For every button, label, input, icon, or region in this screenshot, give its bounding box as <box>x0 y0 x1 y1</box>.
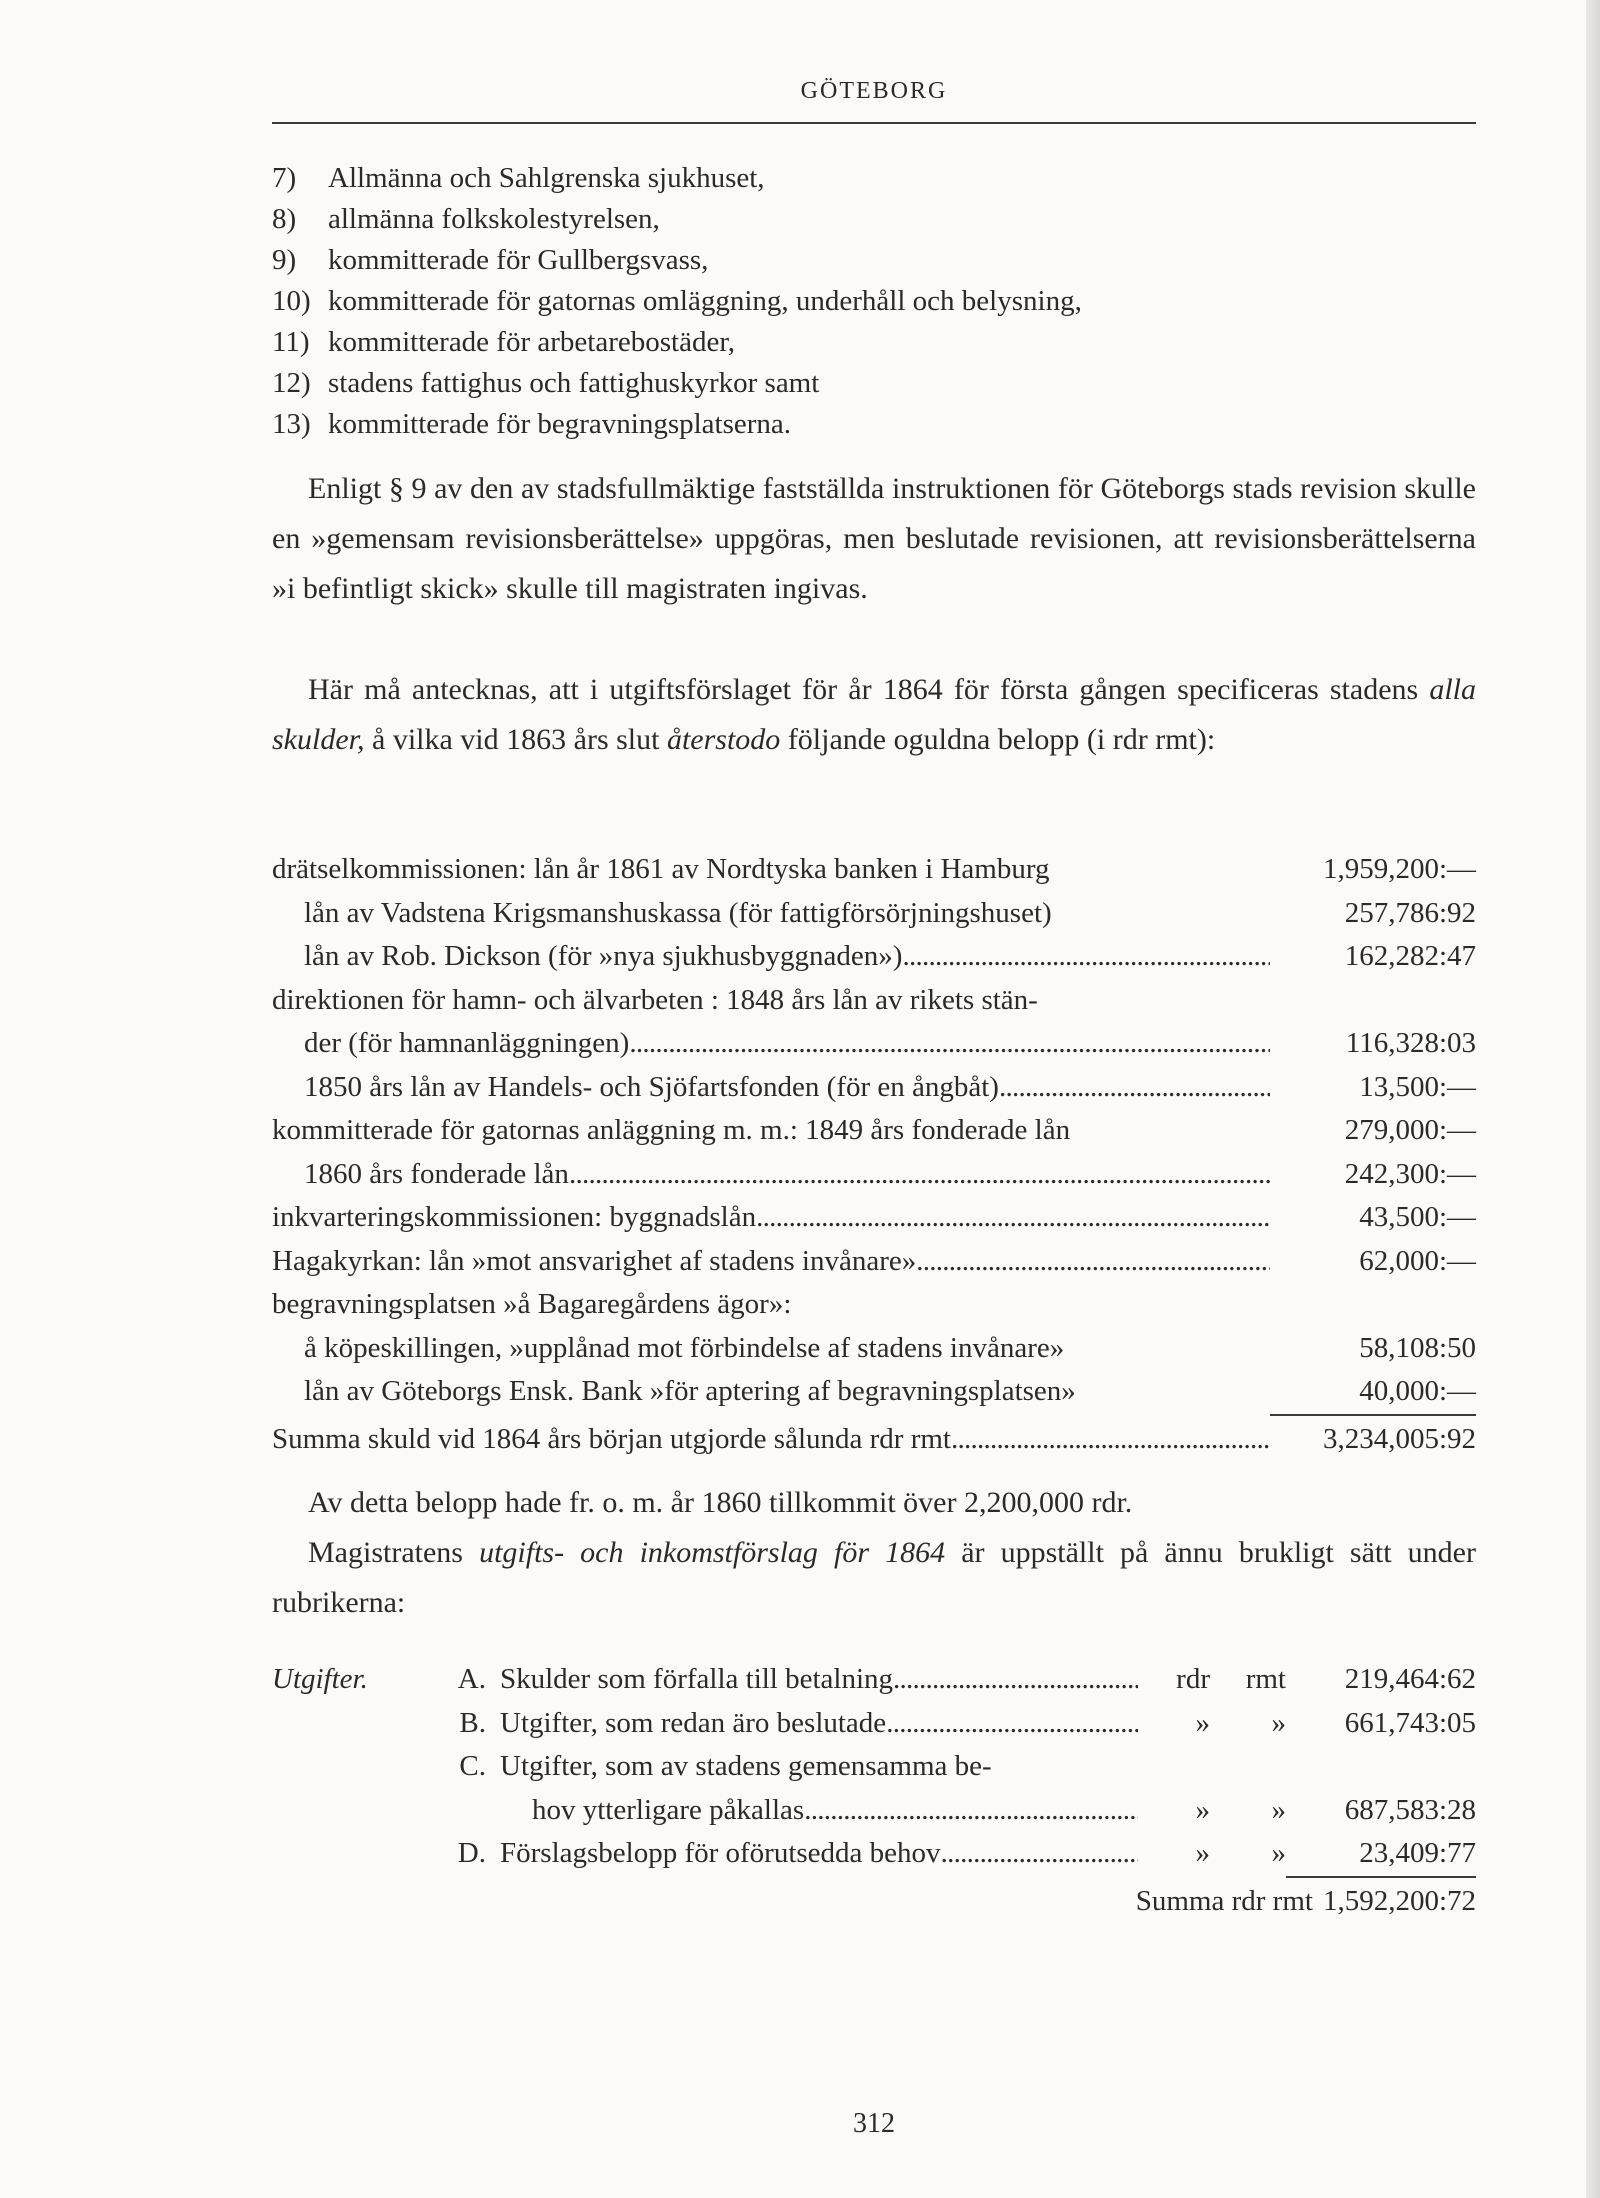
budget-table <box>272 1658 1476 1923</box>
list-text: Allmänna och Sahlgrenska sjukhuset, <box>328 162 765 194</box>
paragraph-emphasis: utgifts- och inkomstförslag för 1864 <box>479 1536 946 1569</box>
debt-row <box>272 1066 1476 1110</box>
debt-row <box>272 935 1476 979</box>
debt-amount: 242,300:— <box>1344 1157 1476 1190</box>
header-rule <box>272 122 1476 124</box>
debt-label: drätselkommissionen: lån år 1861 av Nordtyska banken i Hamburg <box>272 853 1050 885</box>
budget-row <box>272 1832 1476 1878</box>
paragraph-debts-intro <box>272 665 1476 765</box>
debt-row <box>272 848 1476 892</box>
debt-label: 1860 års fonderade lån <box>304 1157 569 1190</box>
debt-label: lån av Göteborgs Ensk. Bank »för aptering af begravningsplatsen» <box>304 1375 1076 1407</box>
debt-amount: 279,000:— <box>1344 1114 1476 1146</box>
list-number: 12) <box>272 367 311 399</box>
dot-leader <box>886 1702 1138 1746</box>
budget-sum-label: Summa rdr rmt <box>1135 1884 1313 1917</box>
dot-leader <box>902 935 1270 979</box>
budget-row <box>272 1789 1476 1833</box>
debt-amount: 43,500:— <box>1359 1201 1476 1233</box>
budget-side-label: Utgifter. <box>272 1663 368 1695</box>
debt-row <box>272 1283 1476 1327</box>
dot-leader <box>916 1240 1270 1284</box>
debt-label: å köpeskillingen, »upplånad mot förbindelse af stadens invånare» <box>304 1331 1065 1364</box>
dot-leader <box>999 1066 1270 1110</box>
debt-sum-amount: 3,234,005:92 <box>1322 1422 1476 1455</box>
debt-row <box>272 1153 1476 1197</box>
paragraph-emphasis: återstodo <box>666 723 781 756</box>
dot-leader <box>756 1196 1270 1240</box>
budget-amount: 687,583:28 <box>1344 1793 1476 1826</box>
debt-row <box>272 1370 1476 1416</box>
debt-label: 1850 års lån av Handels- och Sjöfartsfonden (för en ångbåt) <box>304 1070 999 1103</box>
debt-label: begravningsplatsen »å Bagaregårdens ägor»: <box>272 1288 792 1320</box>
debt-label: kommitterade för gatornas anläggning m. m.: 1849 års fonderade lån <box>272 1114 1071 1146</box>
budget-sum-amount: 1,592,200:72 <box>1322 1884 1476 1917</box>
list-number: 10) <box>272 285 311 317</box>
debt-amount: 13,500:— <box>1359 1070 1476 1103</box>
budget-unit: » <box>1271 1706 1286 1739</box>
budget-row <box>272 1702 1476 1746</box>
list-text: kommitterade för gatornas omläggning, underhåll och belysning, <box>328 285 1082 317</box>
debt-row <box>272 979 1476 1023</box>
debt-label: lån av Rob. Dickson (för »nya sjukhusbyggnaden») <box>304 940 903 972</box>
page-number: 312 <box>853 2108 895 2139</box>
budget-letter: C. <box>459 1750 486 1782</box>
list-item <box>272 199 1476 240</box>
paragraph-revision: Enligt § 9 av den av stadsfullmäktige fastställda instruktionen för Göteborgs stads revision skulle en »gemensam revisionsberättelse» uppgöras, men beslutade revisionen, att revisionsberättelserna »i befintligt skick» skulle till magistraten ingivas. <box>272 472 1476 605</box>
dot-leader <box>569 1153 1270 1197</box>
list-text: allmänna folkskolestyrelsen, <box>328 203 660 235</box>
paragraph-budget-intro <box>272 1528 1476 1628</box>
list-item <box>272 240 1476 281</box>
budget-unit: » <box>1195 1837 1210 1869</box>
budget-label: Skulder som förfalla till betalning <box>500 1663 894 1695</box>
budget-unit: » <box>1271 1837 1286 1869</box>
paragraph-text: Magistratens <box>308 1536 480 1569</box>
debt-amount: 58,108:50 <box>1359 1331 1476 1364</box>
paragraph-text: följande oguldna belopp (i rdr rmt): <box>780 723 1216 756</box>
budget-unit: » <box>1195 1706 1210 1739</box>
debt-label: lån av Vadstena Krigsmanshuskassa (för fattigförsörjningshuset) <box>304 896 1052 929</box>
budget-sum-row <box>272 1880 1476 1924</box>
budget-amount: 219,464:62 <box>1344 1663 1476 1695</box>
debt-amount: 40,000:— <box>1270 1370 1476 1416</box>
list-text: stadens fattighus och fattighuskyrkor samt <box>328 367 820 399</box>
budget-row <box>272 1745 1476 1789</box>
debt-sum-row <box>272 1418 1476 1462</box>
paragraph-text: Här må antecknas, att i utgiftsförslaget för år 1864 för första gången specificeras stadens <box>308 673 1430 706</box>
budget-unit: » <box>1271 1793 1286 1826</box>
debt-amount: 162,282:47 <box>1344 940 1476 972</box>
dot-leader <box>629 1022 1270 1066</box>
list-text: kommitterade för Gullbergsvass, <box>328 244 709 276</box>
running-header: GÖTEBORG <box>800 78 948 104</box>
debt-amount: 257,786:92 <box>1344 896 1476 929</box>
debt-amount: 62,000:— <box>1359 1244 1476 1277</box>
debt-label: inkvarteringskommissionen: byggnadslån <box>272 1201 757 1233</box>
list-item <box>272 404 1476 445</box>
list-item <box>272 322 1476 363</box>
paragraph-emphasis: alla skulder, <box>272 673 1476 756</box>
list-number: 9) <box>272 244 297 276</box>
budget-unit: rmt <box>1245 1663 1286 1695</box>
budget-letter: D. <box>457 1837 486 1869</box>
paragraph-text: är uppställt på ännu brukligt sätt under rubrikerna: <box>272 1536 1476 1619</box>
budget-row <box>272 1658 1476 1702</box>
budget-label: Utgifter, som redan äro beslutade <box>500 1706 887 1739</box>
debt-row <box>272 1327 1476 1371</box>
debt-row <box>272 892 1476 936</box>
committee-list <box>272 158 1476 445</box>
dot-leader <box>951 1418 1270 1462</box>
budget-letter: B. <box>459 1706 486 1739</box>
list-text: kommitterade för arbetarebostäder, <box>328 326 736 358</box>
list-text: kommitterade för begravningsplatserna. <box>328 408 792 440</box>
debt-row <box>272 1022 1476 1066</box>
debt-amount: 1,959,200:— <box>1322 853 1476 885</box>
paragraph-growth: Av detta belopp hade fr. o. m. år 1860 tillkommit över 2,200,000 rdr. <box>308 1486 1133 1519</box>
list-item <box>272 363 1476 404</box>
list-number: 11) <box>272 326 310 358</box>
budget-label: Förslagsbelopp för oförutsedda behov <box>500 1837 941 1869</box>
budget-letter: A. <box>457 1663 486 1695</box>
dot-leader <box>941 1832 1138 1876</box>
list-item <box>272 158 1476 199</box>
dot-leader <box>893 1658 1138 1702</box>
debt-sum-label: Summa skuld vid 1864 års början utgjorde sålunda rdr rmt <box>272 1422 951 1455</box>
debt-amount: 116,328:03 <box>1345 1027 1476 1059</box>
dot-leader <box>804 1789 1138 1833</box>
budget-unit: » <box>1195 1793 1210 1826</box>
budget-amount: 661,743:05 <box>1344 1706 1476 1739</box>
list-number: 7) <box>272 162 297 194</box>
budget-label: Utgifter, som av stadens gemensamma be- <box>500 1750 992 1782</box>
debt-label: Hagakyrkan: lån »mot ansvarighet af stadens invånare» <box>272 1244 917 1277</box>
debt-label: direktionen för hamn- och älvarbeten : 1848 års lån av rikets stän- <box>272 983 1038 1016</box>
debt-table <box>272 848 1476 1461</box>
list-number: 13) <box>272 408 311 440</box>
budget-amount: 23,409:77 <box>1286 1832 1476 1878</box>
debt-row <box>272 1109 1476 1153</box>
paragraph-text: å vilka vid 1863 års slut <box>364 723 667 756</box>
debt-row <box>272 1196 1476 1240</box>
budget-unit: rdr <box>1176 1663 1210 1695</box>
budget-label: hov ytterligare påkallas <box>532 1793 805 1826</box>
debt-label: der (för hamnanläggningen) <box>304 1027 630 1059</box>
list-item <box>272 281 1476 322</box>
page-edge-shadow <box>1586 0 1600 2198</box>
list-number: 8) <box>272 203 297 235</box>
debt-row <box>272 1240 1476 1284</box>
